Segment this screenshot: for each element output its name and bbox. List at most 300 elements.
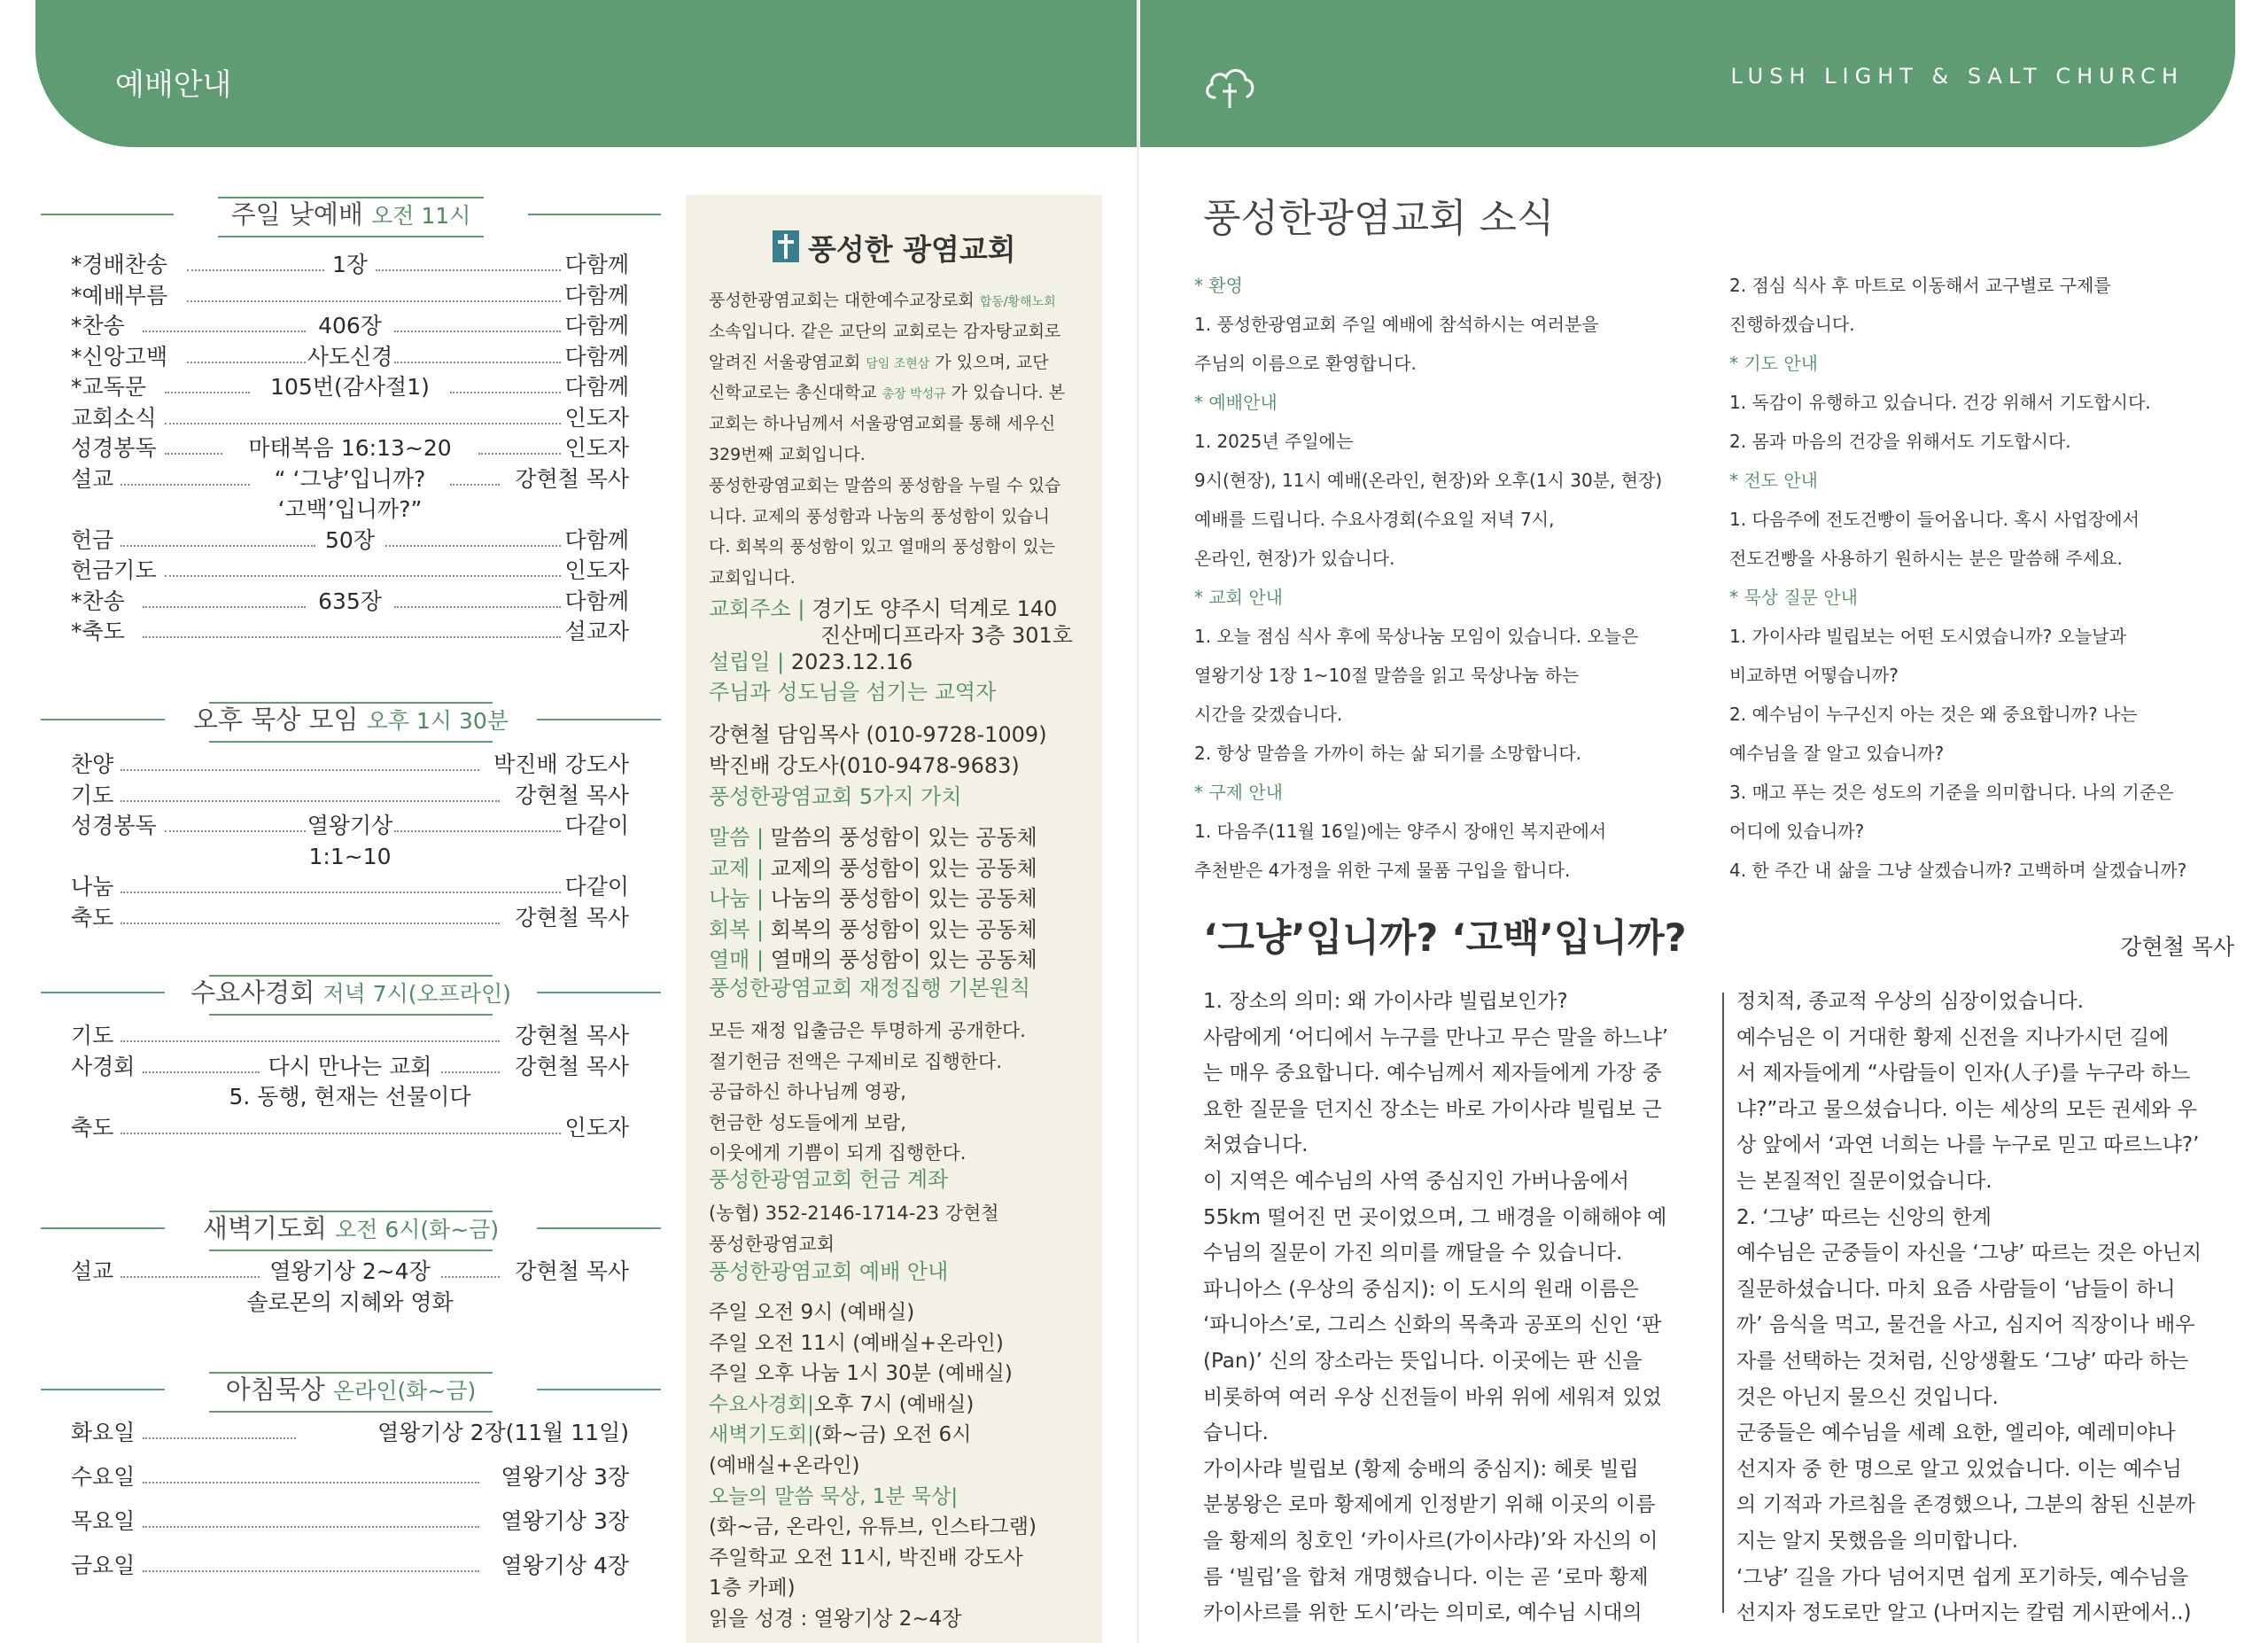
cloud-cross-icon: [1202, 60, 1257, 110]
schedule-leader: 다함께: [564, 374, 629, 400]
section-afternoon: [41, 693, 661, 750]
news-item: * 기도 안내: [1729, 353, 1818, 374]
section-dawn: [41, 1202, 661, 1258]
worship-text: 오후 7시 (예배실): [813, 1392, 975, 1416]
dot-leader: [187, 269, 324, 271]
intro-line: [709, 440, 1099, 470]
news-item: 비교하면 어떻습니까?: [1729, 665, 1899, 686]
schedule-row: [71, 872, 629, 902]
news-item: 어디에 있습니까?: [1729, 821, 1865, 842]
article-line: 냐?”라고 물으셨습니다. 이는 세상의 모든 권세와 우: [1736, 1097, 2197, 1121]
finance-line: 모든 재정 입출금은 투명하게 공개한다.: [709, 1020, 1026, 1041]
intro-line: [709, 316, 1099, 347]
article-line: ‘파니아스’로, 그리스 신화의 목축과 공포의 신인 ‘판: [1203, 1313, 1662, 1337]
schedule-leader: 열왕기상 3장: [501, 1508, 629, 1534]
article-line: 선지자 정도로만 알고 (나머지는 칼럼 게시판에서..): [1736, 1601, 2192, 1625]
intro-line: [709, 563, 1099, 593]
worship-text: 주일 오전 11시 (예배실+온라인): [709, 1331, 1004, 1355]
founded-label: 설립일 |: [709, 650, 791, 674]
schedule-label: 설교: [71, 465, 114, 492]
intro-text: 풍성한광염교회는 대한예수교장로회: [709, 291, 980, 310]
value-line: [709, 945, 1099, 975]
schedule-row: [71, 811, 629, 841]
staff-title: 주님과 성도님을 섬기는 교역자: [709, 680, 997, 705]
value-key: 열매 |: [709, 947, 771, 973]
value-line: [709, 822, 1099, 853]
article-line: 질문하셨습니다. 마치 요즘 사람들이 ‘남들이 하니: [1736, 1277, 2176, 1301]
worship-text: 주일 오전 9시 (예배실): [709, 1301, 915, 1324]
article-author: 강현철 목사: [2120, 934, 2234, 960]
schedule-leader: 강현철 목사: [515, 904, 629, 931]
section-rule-bottom: [209, 741, 493, 743]
article-column-divider: [1722, 993, 1724, 1613]
dot-leader: [187, 300, 561, 302]
news-item: 2. 몸과 마음의 건강을 위해서도 기도합시다.: [1729, 431, 2071, 452]
dot-leader: [385, 545, 562, 547]
news-item: 1. 2025년 주일에는: [1194, 431, 1354, 452]
dot-leader: [394, 362, 561, 363]
section-rule-bottom: [209, 1411, 493, 1413]
schedule-row: [71, 1082, 629, 1112]
article-line: 사람에게 ‘어디에서 누구를 만나고 무슨 말을 하느냐’: [1203, 1025, 1669, 1049]
dot-leader: [394, 331, 561, 332]
schedule-row: [71, 311, 629, 341]
news-item: * 묵상 질문 안내: [1729, 587, 1858, 608]
article-line: 2. ‘그냥’ 따르는 신앙의 한계: [1736, 1205, 1992, 1229]
dot-leader: [165, 575, 561, 577]
intro-text: 풍성한광염교회는 말씀의 풍성함을 누릴 수 있습: [709, 475, 1061, 495]
worship-line: [709, 1543, 1099, 1573]
schedule-item: 1:1~10: [308, 843, 392, 869]
schedule-row: [71, 903, 629, 933]
schedule-leader: 열왕기상 4장: [501, 1553, 629, 1578]
worship-line: [709, 1359, 1099, 1389]
schedule-item: 사도신경: [307, 343, 393, 370]
schedule-row: [71, 556, 629, 586]
intro-text: 니다. 교제의 풍성함과 나눔의 풍성함이 있습니: [709, 506, 1050, 526]
article-line: 을 황제의 칭호인 ‘카이사르(가이사랴)’와 자신의 이: [1203, 1530, 1658, 1553]
article-line: 1. 장소의 의미: 왜 가이사랴 빌립보인가?: [1203, 990, 1568, 1013]
dot-leader: [441, 1071, 501, 1073]
news-item: 2. 항상 말씀을 가까이 하는 삶 되기를 소망합니다.: [1194, 743, 1582, 764]
schedule-item: 마태복음 16:13~20: [248, 435, 452, 461]
schedule-item: 406장: [318, 313, 382, 339]
dot-leader: [165, 830, 306, 832]
section-subtitle: 온라인(화~금): [333, 1378, 477, 1404]
address-label: 교회주소 |: [709, 596, 812, 621]
worship-line: [709, 1451, 1099, 1481]
schedule-row: [71, 750, 629, 780]
intro-text-tail: 가 있습니다. 본: [945, 383, 1065, 403]
account-line: 풍성한광염교회: [709, 1233, 835, 1255]
left-header-band: [35, 0, 1137, 147]
intro-text: 329번째 교회입니다.: [709, 445, 866, 464]
schedule-item: 다시 만나는 교회: [268, 1053, 432, 1079]
schedule-leader: 강현철 목사: [515, 1258, 629, 1284]
schedule-row: [71, 1288, 629, 1318]
news-item: 주님의 이름으로 환영합니다.: [1194, 353, 1417, 374]
worship-line: [709, 1420, 1099, 1450]
news-item: 1. 다음주에 전도건빵이 들어옵니다. 혹시 사업장에서: [1729, 509, 2140, 530]
article-title: ‘그냥’입니까? ‘고백’입니까?: [1203, 916, 1687, 961]
worship-key: 수요사경회|: [709, 1392, 814, 1416]
schedule-label: 사경회: [71, 1053, 136, 1079]
worship-text: 주일학교 오전 11시, 박진배 강도사: [709, 1546, 1023, 1569]
section-title-text: 주일 낮예배: [230, 199, 363, 230]
schedule-item: 열왕기상 2~4장: [269, 1258, 431, 1284]
schedule-row-text: 5. 동행, 현재는 선물이다: [229, 1084, 471, 1110]
intro-text: 다. 회복의 풍성함이 있고 열매의 풍성함이 있는: [709, 537, 1056, 557]
schedule-label: 기도: [71, 1023, 114, 1048]
value-text: 열매의 풍성함이 있는 공동체: [770, 947, 1037, 973]
news-item: 열왕기상 1장 1~10절 말씀을 읽고 묵상나눔 하는: [1194, 665, 1580, 686]
dot-leader: [143, 1482, 479, 1483]
schedule-leader: 다같이: [564, 813, 629, 838]
section-rule-bottom: [218, 236, 484, 237]
dot-leader: [478, 453, 562, 455]
finance-line: 헌금한 성도들에게 보람,: [709, 1111, 906, 1133]
dot-leader: [143, 331, 306, 332]
section-title: [41, 1209, 661, 1245]
value-line: [709, 915, 1099, 945]
schedule-leader: 열왕기상 3장: [501, 1464, 629, 1490]
account-title: 풍성한광염교회 헌금 계좌: [709, 1167, 949, 1192]
founded: [709, 647, 1099, 677]
intro-text: 알려진 서울광염교회: [709, 352, 866, 372]
value-text: 나눔의 풍성함이 있는 공동체: [770, 886, 1037, 912]
worship-key: 새벽기도회|: [709, 1423, 814, 1447]
intro-line: [709, 285, 1099, 317]
section-subtitle: 오후 1시 30분: [366, 708, 509, 734]
intro-line: [709, 347, 1099, 379]
article-line: 예수님은 군중들이 자신을 ‘그냥’ 따르는 것은 아닌지: [1736, 1242, 2202, 1265]
right-header-band: [1140, 0, 2235, 147]
dot-leader: [441, 1276, 501, 1278]
schedule-item: 50장: [325, 526, 375, 553]
intro-text: 교회는 하나님께서 서울광염교회를 통해 세우신: [709, 414, 1056, 434]
news-item: 추천받은 4가정을 위한 구제 물품 구입을 합니다.: [1194, 860, 1571, 881]
schedule-row: [71, 464, 629, 494]
dot-leader: [120, 484, 250, 486]
schedule-leader: 열왕기상 2장(11월 11일): [377, 1420, 629, 1445]
dot-leader: [143, 1437, 296, 1439]
schedule-row: [71, 342, 629, 372]
value-line: [709, 853, 1099, 884]
founded-date: 2023.12.16: [790, 650, 913, 674]
section-title: [41, 1370, 661, 1406]
schedule-label: 나눔: [71, 874, 114, 899]
schedule-row: [71, 494, 629, 525]
finance-line: 공급하신 하나님께 영광,: [709, 1081, 906, 1103]
article-line: 지는 알지 못했음을 의미합니다.: [1736, 1530, 2019, 1553]
schedule-item: 635장: [318, 588, 382, 614]
section-title-text: 오후 묵상 모임: [193, 705, 359, 735]
schedule-row: [71, 1551, 629, 1581]
schedule-item: 105번(감사절1): [270, 374, 430, 400]
schedule-leader: 인도자: [564, 557, 629, 583]
news-item: 2. 점심 식사 후 마트로 이동해서 교구별로 구제를: [1729, 275, 2111, 296]
news-item: 전도건빵을 사용하기 원하시는 분은 말씀해 주세요.: [1729, 548, 2123, 569]
news-item: 시간을 갖겠습니다.: [1194, 704, 1343, 725]
section-title-text: 새벽기도회: [202, 1213, 327, 1243]
schedule-item: ‘고백’입니까?”: [277, 496, 423, 522]
schedule-leader: 다함께: [564, 252, 629, 277]
article-line: 이 지역은 예수님의 사역 중심지인 가버나움에서: [1203, 1170, 1629, 1193]
article-line: ‘그냥’ 길을 가다 넘어지면 쉽게 포기하듯, 예수님을: [1736, 1565, 2189, 1589]
schedule-label: 헌금기도: [71, 557, 157, 583]
address: [709, 594, 1099, 624]
article-line: 는 본질적인 질문이었습니다.: [1736, 1170, 1992, 1193]
worship-text: 1층 카페): [709, 1577, 796, 1600]
news-item: 1. 가이사랴 빌립보는 어떤 도시였습니까? 오늘날과: [1729, 626, 2126, 647]
address-line-1: 경기도 양주시 덕계로 140: [812, 596, 1058, 621]
article-line: (Pan)’ 신의 장소라는 뜻입니다. 이곳에는 판 신을: [1203, 1350, 1643, 1373]
section-title: [41, 700, 661, 736]
schedule-label: 수요일: [71, 1464, 136, 1490]
article-line: 비롯하여 여러 우상 신전들이 바위 위에 세워져 있었: [1203, 1385, 1662, 1409]
schedule-leader: 다함께: [564, 588, 629, 614]
article-line: 선지자 중 한 명으로 알고 있었습니다. 이는 예수님: [1736, 1457, 2182, 1481]
dot-leader: [120, 1276, 260, 1278]
worship-key: 오늘의 말씀 묵상, 1분 묵상|: [709, 1484, 959, 1508]
schedule-row: [71, 281, 629, 311]
schedule-row: [71, 587, 629, 617]
dot-leader: [143, 1570, 479, 1572]
dot-leader: [120, 892, 561, 893]
dot-leader: [120, 923, 500, 924]
article-line: 처였습니다.: [1203, 1133, 1309, 1157]
schedule-label: 목요일: [71, 1508, 136, 1534]
dot-leader: [450, 484, 500, 486]
intro-text: 신학교로는 총신대학교: [709, 383, 882, 403]
worship-text: (예배실+온라인): [709, 1454, 860, 1477]
worship-line: [709, 1604, 1099, 1634]
value-key: 나눔 |: [709, 886, 771, 912]
worship-line: [709, 1573, 1099, 1603]
intro-line: [709, 409, 1099, 439]
section-sunday: [41, 188, 661, 245]
schedule-row: [71, 250, 629, 280]
section-title: [41, 973, 661, 1009]
schedule-label: *축도: [71, 619, 125, 644]
article-line: 상 앞에서 ‘과연 너희는 나를 누구로 믿고 따르느냐?’: [1736, 1133, 2200, 1157]
finance-line: 절기헌금 전액은 구제비로 집행한다.: [709, 1050, 1002, 1072]
schedule-leader: 다함께: [564, 526, 629, 553]
article-line: 름 ‘빌립’을 합쳐 개명했습니다. 이는 곧 ‘로마 황제: [1203, 1565, 1649, 1589]
dot-leader: [165, 423, 561, 424]
intro-text-tail: 가 있으며, 교단: [929, 352, 1049, 372]
schedule-row: [71, 617, 629, 647]
schedule-leader: 인도자: [564, 435, 629, 461]
dot-leader: [394, 606, 561, 608]
schedule-leader: 다같이: [564, 874, 629, 899]
schedule-label: 교회소식: [71, 404, 157, 431]
schedule-label: 기도: [71, 782, 114, 808]
value-key: 회복 |: [709, 916, 771, 942]
church-logo-icon: [773, 230, 799, 262]
value-text: 회복의 풍성함이 있는 공동체: [770, 916, 1037, 942]
schedule-row: [71, 781, 629, 811]
worship-text: (화~금, 온라인, 유튜브, 인스타그램): [709, 1515, 1037, 1539]
news-item: * 구제 안내: [1194, 782, 1283, 803]
schedule-row: [71, 526, 629, 556]
section-rule-bottom: [209, 1250, 493, 1251]
brand-name: LUSH LIGHT & SALT CHURCH: [1730, 64, 2184, 89]
article-line: 55km 떨어진 먼 곳이었으며, 그 배경을 이해해야 예: [1203, 1205, 1667, 1229]
schedule-leader: 인도자: [564, 1114, 629, 1141]
article-line: 예수님은 이 거대한 황제 신전을 지나가시던 길에: [1736, 1025, 2170, 1049]
schedule-leader: 설교자: [564, 619, 629, 644]
news-item: 예수님을 잘 알고 있습니까?: [1729, 743, 1945, 764]
news-title: 풍성한광염교회 소식: [1203, 196, 1555, 241]
worship-text: 읽을 성경 : 열왕기상 2~4장: [709, 1608, 962, 1631]
schedule-row: [71, 1507, 629, 1537]
values-title: 풍성한광염교회 5가지 가치: [709, 784, 962, 809]
schedule-row: [71, 1113, 629, 1143]
finance-line: 이웃에게 기쁨이 되게 집행한다.: [709, 1142, 967, 1164]
dot-leader: [120, 800, 500, 802]
account-line: (농협) 352-2146-1714-23 강현철: [709, 1203, 999, 1224]
section-subtitle: 오전 11시: [371, 203, 471, 229]
dot-leader: [450, 392, 561, 393]
schedule-row: [71, 842, 629, 872]
church-name: 풍성한 광염교회: [808, 232, 1016, 267]
schedule-label: 헌금: [71, 526, 114, 553]
schedule-leader: 박진배 강도사: [493, 751, 629, 777]
finance-title: 풍성한광염교회 재정집행 기본원칙: [709, 976, 1031, 1001]
section-title-text: 아침묵상: [225, 1374, 325, 1405]
news-item: * 환영: [1194, 275, 1243, 296]
worship-line: [709, 1297, 1099, 1328]
section-title-text: 수요사경회: [190, 977, 315, 1008]
worship-title: 풍성한광염교회 예배 안내: [709, 1259, 949, 1284]
article-line: 파니아스 (우상의 중심지): 이 도시의 원래 이름은: [1203, 1277, 1639, 1301]
news-item: 1. 오늘 점심 식사 후에 묵상나눔 모임이 있습니다. 오늘은: [1194, 626, 1639, 647]
schedule-row: [71, 1462, 629, 1492]
schedule-label: 찬양: [71, 751, 114, 777]
address-line-2: 진산메디프라자 3층 301호: [820, 623, 1073, 648]
schedule-row-text: 솔로몬의 지혜와 영화: [246, 1289, 454, 1315]
schedule-leader: 강현철 목사: [515, 1053, 629, 1079]
schedule-leader: 다함께: [564, 313, 629, 339]
schedule-label: *교독문: [71, 374, 146, 400]
schedule-label: 축도: [71, 904, 114, 931]
news-item: 9시(현장), 11시 예배(온라인, 현장)와 오후(1시 30분, 현장): [1194, 470, 1663, 491]
dot-leader: [143, 1071, 260, 1073]
worship-line: [709, 1328, 1099, 1359]
worship-text: 주일 오후 나눔 1시 30분 (예배실): [709, 1362, 1013, 1386]
article-line: 군중들은 예수님을 세례 요한, 엘리야, 예레미야나: [1736, 1421, 2176, 1445]
intro-note: 총장 박성규: [882, 387, 946, 402]
dot-leader: [120, 545, 315, 547]
article-line: 습니다.: [1203, 1421, 1269, 1445]
intro-line: [709, 502, 1099, 532]
news-item: 온라인, 현장)가 있습니다.: [1194, 548, 1395, 569]
schedule-label: 금요일: [71, 1553, 136, 1578]
schedule-item: 1장: [331, 252, 369, 277]
schedule-item: 열왕기상: [307, 813, 393, 838]
value-line: [709, 884, 1099, 914]
schedule-label: *예배부름: [71, 282, 168, 308]
dot-leader: [165, 453, 222, 455]
schedule-leader: 강현철 목사: [515, 465, 629, 492]
news-item: * 교회 안내: [1194, 587, 1283, 608]
section-subtitle: 저녁 7시(오프라인): [322, 981, 511, 1007]
schedule-row: [71, 1021, 629, 1051]
schedule-row: [71, 1418, 629, 1448]
schedule-label: 축도: [71, 1114, 114, 1141]
section-subtitle: 오전 6시(화~금): [335, 1217, 500, 1242]
intro-line: [709, 471, 1099, 501]
schedule-label: 화요일: [71, 1420, 136, 1445]
value-text: 교제의 풍성함이 있는 공동체: [770, 855, 1037, 881]
article-line: 것은 아닌지 물으신 것입니다.: [1736, 1385, 1999, 1409]
left-header-title: 예배안내: [115, 67, 232, 103]
schedule-row: [71, 433, 629, 463]
dot-leader: [143, 1526, 479, 1528]
worship-line: [709, 1390, 1099, 1420]
article-line: 가이사랴 빌립보 (황제 숭배의 중심지): 헤롯 빌립: [1203, 1457, 1639, 1481]
staff-line: 강현철 담임목사 (010-9728-1009): [709, 722, 1047, 747]
article-line: 정치적, 종교적 우상의 심장이었습니다.: [1736, 990, 2085, 1013]
value-key: 교제 |: [709, 855, 771, 881]
schedule-label: 설교: [71, 1258, 114, 1284]
schedule-row: [71, 1052, 629, 1082]
article-line: 서 제자들에게 “사람들이 인자(人子)를 누구라 하느: [1736, 1062, 2191, 1086]
schedule-leader: 다함께: [564, 282, 629, 308]
value-key: 말씀 |: [709, 825, 771, 850]
intro-line: [709, 532, 1099, 562]
dot-leader: [394, 830, 561, 832]
worship-line: [709, 1482, 1099, 1512]
dot-leader: [120, 1133, 561, 1134]
section-wednesday: [41, 966, 661, 1023]
article-line: 수님의 질문이 가진 의미를 깨달을 수 있습니다.: [1203, 1242, 1623, 1265]
intro-note: 담임 조현삼: [866, 356, 930, 371]
article-line: 는 매우 중요합니다. 예수님께서 제자들에게 가장 중: [1203, 1062, 1662, 1086]
schedule-leader: 다함께: [564, 343, 629, 370]
article-line: 분봉왕은 로마 황제에게 인정받기 위해 이곳의 이름: [1203, 1493, 1656, 1517]
dot-leader: [143, 636, 561, 638]
schedule-label: *찬송: [71, 313, 125, 339]
section-rule-bottom: [209, 1014, 493, 1016]
news-item: 1. 풍성한광염교회 주일 예배에 참석하시는 여러분을: [1194, 314, 1599, 335]
schedule-row: [71, 403, 629, 433]
article-line: 의 기적과 가르침을 존경했으나, 그분의 참된 신분까: [1736, 1493, 2195, 1517]
news-item: 진행하겠습니다.: [1729, 314, 1855, 335]
intro-line: [709, 378, 1099, 409]
news-item: 1. 독감이 유행하고 있습니다. 건강 위해서 기도합시다.: [1729, 392, 2151, 413]
schedule-label: 성경봉독: [71, 435, 157, 461]
worship-text: (화~금) 오전 6시: [813, 1423, 972, 1447]
news-item: 예배를 드립니다. 수요사경회(수요일 저녁 7시,: [1194, 509, 1555, 530]
dot-leader: [143, 606, 306, 608]
news-item: 4. 한 주간 내 삶을 그냥 살겠습니까? 고백하며 살겠습니까?: [1729, 860, 2187, 881]
article-line: 까’ 음식을 먹고, 물건을 사고, 심지어 직장이나 배우: [1736, 1313, 2195, 1337]
dot-leader: [120, 769, 479, 771]
article-line: 자를 선택하는 것처럼, 신앙생활도 ‘그냥’ 따라 하는: [1736, 1350, 2189, 1373]
section-morning: [41, 1363, 661, 1420]
staff-line: 박진배 강도사(010-9478-9683): [709, 753, 1020, 778]
dot-leader: [165, 392, 250, 393]
schedule-leader: 인도자: [564, 404, 629, 431]
news-item: * 전도 안내: [1729, 470, 1818, 491]
schedule-leader: 강현철 목사: [515, 1023, 629, 1048]
dot-leader: [187, 362, 306, 363]
schedule-label: *신앙고백: [71, 343, 168, 370]
news-item: * 예배안내: [1194, 392, 1278, 413]
worship-line: [709, 1512, 1099, 1542]
